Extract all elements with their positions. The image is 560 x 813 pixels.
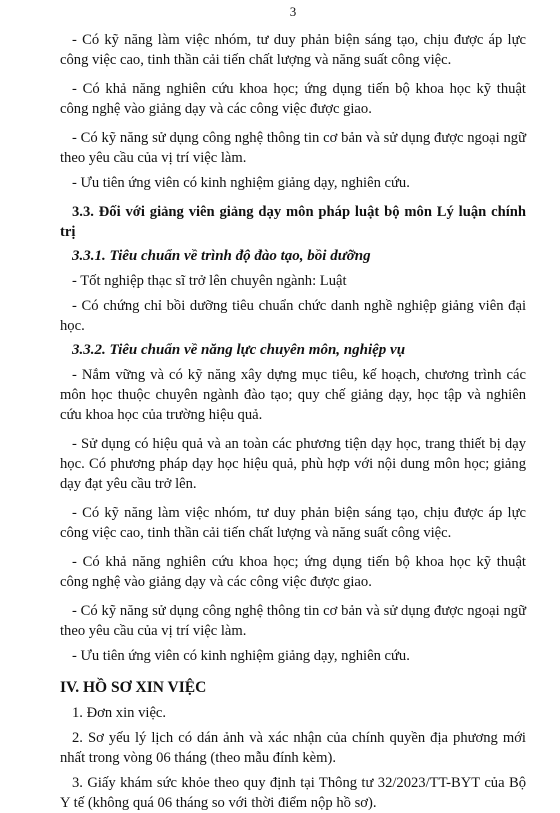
item-3-3-2-it-language: - Có kỹ năng sử dụng công nghệ thông tin cơ bản và sử dụng được ngoại ngữ theo yêu cầu của vị trí việc làm. [60, 603, 526, 639]
heading-3-3-2: 3.3.2. Tiêu chuẩn về năng lực chuyên môn, nghiệp vụ [72, 342, 406, 358]
paragraph-it-language: - Có kỹ năng sử dụng công nghệ thông tin cơ bản và sử dụng được ngoại ngữ theo yêu cầu của vị trí việc làm. [60, 130, 526, 166]
item-3-3-2-teamwork: - Có kỹ năng làm việc nhóm, tư duy phản biện sáng tạo, chịu được áp lực công việc cao, tinh thần cải tiến chất lượng và năng suất công việc. [60, 505, 526, 541]
heading-3-3-1: 3.3.1. Tiêu chuẩn về trình độ đào tạo, bồi dưỡng [72, 248, 371, 264]
item-iv-resume: 2. Sơ yếu lý lịch có dán ảnh và xác nhận của chính quyền địa phương mới nhất trong vòng 06 tháng (theo mẫu đính kèm). [60, 730, 526, 766]
item-3-3-1-certificate: - Có chứng chỉ bồi dưỡng tiêu chuẩn chức danh nghề nghiệp giảng viên đại học. [60, 298, 526, 334]
item-3-3-2-teaching-tools: - Sử dụng có hiệu quả và an toàn các phương tiện dạy học, trang thiết bị dạy học. Có phương pháp dạy học hiệu quả, phù hợp với nội dung môn học; giảng dạy đạt yêu cầu trở lên. [60, 436, 526, 492]
item-iv-application: 1. Đơn xin việc. [72, 705, 167, 721]
item-3-3-2-priority: - Ưu tiên ứng viên có kinh nghiệm giảng dạy, nghiên cứu. [72, 648, 410, 664]
item-3-3-1-degree: - Tốt nghiệp thạc sĩ trở lên chuyên ngành: Luật [72, 273, 347, 289]
paragraph-research: - Có khả năng nghiên cứu khoa học; ứng dụng tiến bộ khoa học kỹ thuật công nghệ vào giảng dạy và các công việc được giao. [60, 81, 526, 117]
item-iv-health: 3. Giấy khám sức khỏe theo quy định tại Thông tư 32/2023/TT-BYT của Bộ Y tế (không quá 06 tháng so với thời điểm nộp hồ sơ). [60, 775, 526, 811]
paragraph-teamwork: - Có kỹ năng làm việc nhóm, tư duy phản biện sáng tạo, chịu được áp lực công việc cao, tinh thần cải tiến chất lượng và năng suất công việc. [60, 32, 526, 68]
page-number: 3 [289, 4, 297, 19]
section-iv-heading: IV. HỒ SƠ XIN VIỆC [60, 679, 207, 696]
item-3-3-2-research: - Có khả năng nghiên cứu khoa học; ứng dụng tiến bộ khoa học kỹ thuật công nghệ vào giảng dạy và các công việc được giao. [60, 554, 526, 590]
item-3-3-2-curriculum: - Nắm vững và có kỹ năng xây dựng mục tiêu, kế hoạch, chương trình các môn học thuộc chuyên ngành đào tạo; quy chế giảng dạy, học tập và nghiên cứu khoa học của trường hiệu quả. [60, 367, 526, 423]
heading-3-3: 3.3. Đối với giảng viên giảng dạy môn pháp luật bộ môn Lý luận chính trị [60, 204, 526, 240]
paragraph-priority: - Ưu tiên ứng viên có kinh nghiệm giảng dạy, nghiên cứu. [72, 175, 410, 191]
